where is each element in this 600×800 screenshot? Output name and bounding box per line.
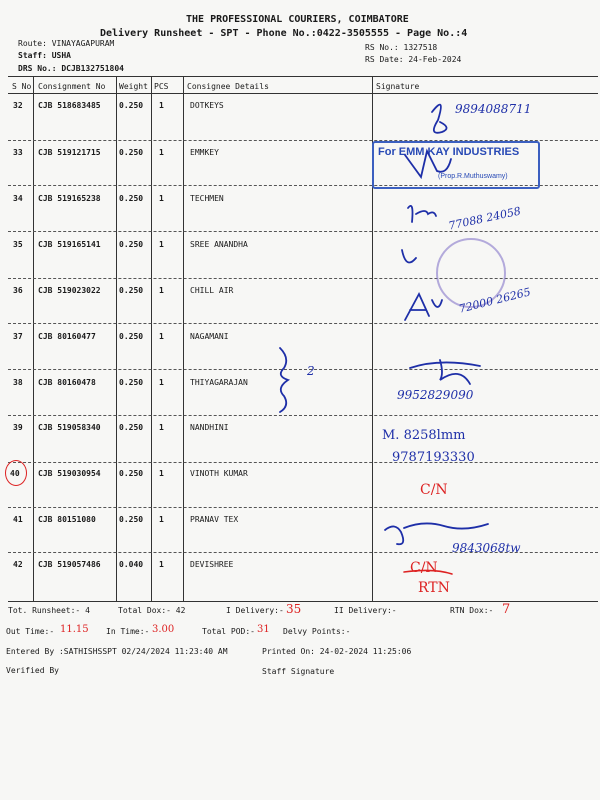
row-sno: 38	[13, 378, 23, 387]
col-header-signature: Signature	[376, 82, 420, 91]
stamp-title: For EMM KAY INDUSTRIES	[378, 146, 520, 158]
rs-date: RS Date: 24-Feb-2024	[365, 55, 462, 64]
row-consignment-no: CJB 519121715	[38, 148, 101, 157]
route-label: Route: VINAYAGAPURAM	[18, 39, 115, 48]
row-weight: 0.250	[119, 378, 144, 387]
ii-delivery-label: II Delivery:-	[334, 606, 397, 615]
handwritten-rtn-mark: RTN	[418, 580, 450, 596]
company-title: THE PROFESSIONAL COURIERS, COIMBATORE	[186, 14, 409, 25]
row-consignee: CHILL AIR	[190, 286, 234, 295]
rs-number: RS No.: 1327518	[365, 43, 438, 52]
handwritten-phone: 9894088711	[455, 102, 532, 116]
row-sno: 42	[13, 560, 23, 569]
row-consignee: DOTKEYS	[190, 101, 224, 110]
handwritten-note: 77088 24058	[447, 204, 523, 233]
row-consignee: NAGAMANI	[190, 332, 229, 341]
row-consignee: THIYAGARAJAN	[190, 378, 248, 387]
col-header-sno: S No	[12, 82, 32, 91]
total-runsheet: Tot. Runsheet:- 4	[8, 606, 90, 615]
row-sno: 37	[13, 332, 23, 341]
in-time-value: 3.00	[152, 624, 175, 635]
runsheet-title: Delivery Runsheet - SPT - Phone No.:0422-3505555 - Page No.:4	[100, 28, 468, 39]
row-consignee: PRANAV TEX	[190, 515, 239, 524]
staff-label: Staff: USHA	[18, 51, 71, 60]
handwritten-phone: 9843068tw	[452, 541, 521, 555]
row-pcs: 1	[159, 332, 164, 341]
out-time-label: Out Time:-	[6, 627, 55, 636]
row-sno: 36	[13, 286, 23, 295]
row-consignment-no: CJB 80160478	[38, 378, 96, 387]
handwritten-phone: 9787193330	[392, 450, 475, 465]
rtn-dox-value: 7	[502, 602, 511, 617]
row-consignee: EMMKEY	[190, 148, 219, 157]
handwritten-cn-mark: C/N	[410, 560, 438, 576]
row-consignment-no: CJB 80151080	[38, 515, 96, 524]
printed-on: Printed On: 24-02-2024 11:25:06	[262, 647, 412, 656]
row-sno: 32	[13, 101, 23, 110]
row-weight: 0.250	[119, 515, 144, 524]
verified-by: Verified By	[6, 666, 59, 675]
row-pcs: 1	[159, 194, 164, 203]
col-header-pcs: PCS	[154, 82, 169, 91]
row-weight: 0.250	[119, 469, 144, 478]
row-consignment-no: CJB 519030954	[38, 469, 101, 478]
handwritten-phone: 9952829090	[397, 388, 474, 402]
row-pcs: 1	[159, 148, 164, 157]
row-pcs: 1	[159, 560, 164, 569]
col-header-consignment: Consignment No	[38, 82, 106, 91]
row-weight: 0.250	[119, 194, 144, 203]
row-consignment-no: CJB 519023022	[38, 286, 101, 295]
row-pcs: 1	[159, 101, 164, 110]
row-sno: 33	[13, 148, 23, 157]
stamp-subtitle: (Prop.R.Muthuswamy)	[438, 173, 508, 180]
row-sno: 34	[13, 194, 23, 203]
row-weight: 0.250	[119, 101, 144, 110]
total-dox: Total Dox:- 42	[118, 606, 186, 615]
row-consignee: TECHMEN	[190, 194, 224, 203]
delvy-points-label: Delvy Points:-	[283, 627, 351, 636]
row-weight: 0.250	[119, 286, 144, 295]
row-sno: 40	[10, 469, 20, 478]
drs-label: DRS No.: DCJB132751804	[18, 64, 124, 73]
handwritten-cn-mark: C/N	[420, 482, 448, 498]
row-consignment-no: CJB 80160477	[38, 332, 96, 341]
row-weight: 0.250	[119, 332, 144, 341]
row-sno: 39	[13, 423, 23, 432]
i-delivery-label: I Delivery:-	[226, 606, 284, 615]
row-weight: 0.250	[119, 148, 144, 157]
row-pcs: 1	[159, 378, 164, 387]
row-consignee: VINOTH KUMAR	[190, 469, 248, 478]
staff-signature-label: Staff Signature	[262, 667, 335, 676]
row-pcs: 1	[159, 469, 164, 478]
in-time-label: In Time:-	[106, 627, 150, 636]
handwritten-note: M. 8258lmm	[382, 428, 466, 443]
row-consignment-no: CJB 518683485	[38, 101, 101, 110]
entered-by: Entered By :SATHISHSSPT 02/24/2024 11:23:40 AM	[6, 647, 228, 656]
row-weight: 0.250	[119, 423, 144, 432]
handwritten-note: 72000 26265	[457, 285, 532, 316]
row-pcs: 1	[159, 423, 164, 432]
row-consignment-no: CJB 519165238	[38, 194, 101, 203]
row-consignment-no: CJB 519058340	[38, 423, 101, 432]
out-time-value: 11.15	[60, 624, 89, 635]
row-consignment-no: CJB 519057486	[38, 560, 101, 569]
col-header-weight: Weight	[119, 82, 148, 91]
row-consignee: NANDHINI	[190, 423, 229, 432]
row-consignee: SREE ANANDHA	[190, 240, 248, 249]
row-consignee: DEVISHREE	[190, 560, 234, 569]
row-weight: 0.250	[119, 240, 144, 249]
total-pod-value: 31	[257, 624, 270, 635]
rtn-dox-label: RTN Dox:-	[450, 606, 494, 615]
row-sno: 35	[13, 240, 23, 249]
total-pod-label: Total POD:-	[202, 627, 255, 636]
handwritten-brace-count: 2	[307, 364, 315, 378]
col-header-consignee: Consignee Details	[187, 82, 269, 91]
i-delivery-value: 35	[286, 602, 302, 616]
row-weight: 0.040	[119, 560, 144, 569]
row-pcs: 1	[159, 515, 164, 524]
row-consignment-no: CJB 519165141	[38, 240, 101, 249]
row-pcs: 1	[159, 286, 164, 295]
row-pcs: 1	[159, 240, 164, 249]
row-sno: 41	[13, 515, 23, 524]
